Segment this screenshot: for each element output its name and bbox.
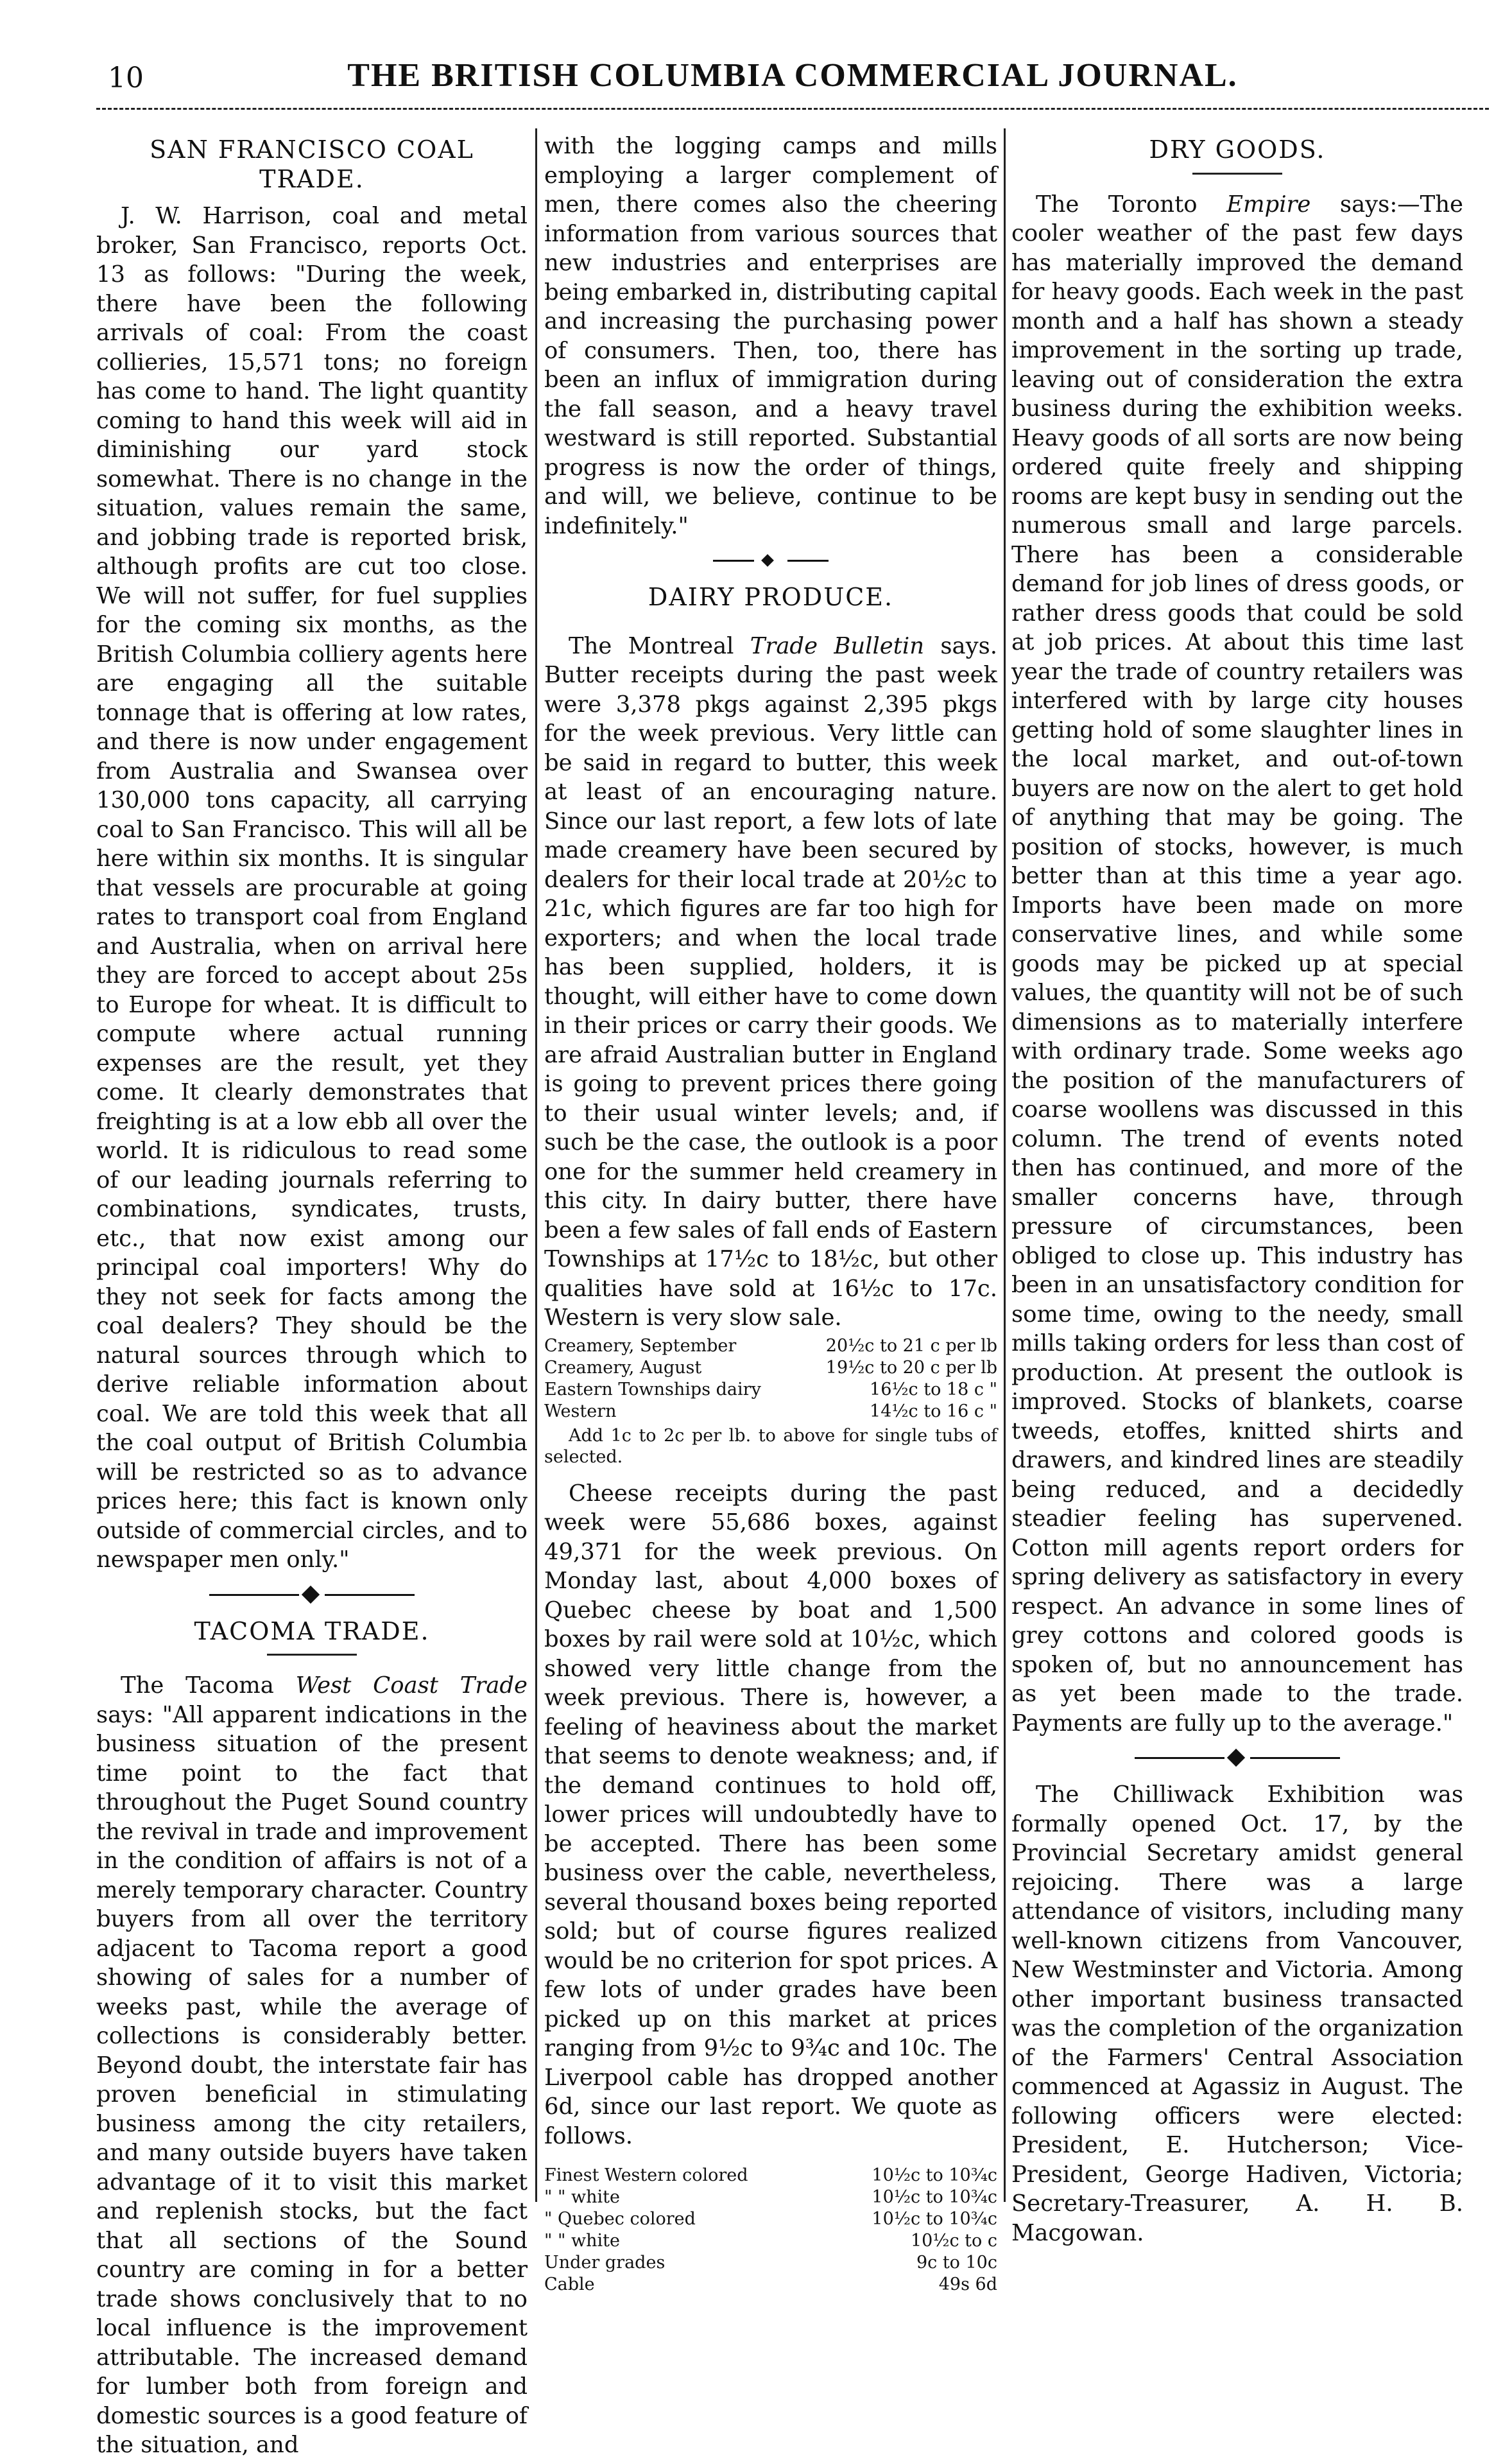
sf-coal-article: J. W. Harrison, coal and metal broker, San Francisco, reports Oct. 13 as follows: "During the week, there have been the following arrivals of coal: From the coast collieries, 15,571 tons; no foreign has come to hand. The light quantity coming to hand this week will aid in diminishing our yard stock somewhat. There is no change in the situation, values remain the same, and jobbing trade is reported brisk, although profits are cut too close. We will not suffer, for fuel supplies for the coming six months, as the British Columbia colliery agents here are engaging all the suitable tonnage that is offering at low rates, and there is now under engagement from Australia and Swansea over 130,000 tons capacity, all carrying coal to San Francisco. This will all be here within six months. It is singular that vessels are procurable at going rates to transport coal from England and Australia, when on arrival here they are forced to accept about 25s to Europe for wheat. It is difficult to compute where actual running expenses are the result, yet they come. It clearly demonstrates that freighting is at a low ebb all over the world. It is ridiculous to read some of our leading journals referring to combinations, syndicates, trusts, etc., that now exist among our principal coal importers! Why do they not seek for facts among the coal dealers? They should be the natural sources through which to derive reliable information about coal. We are told this week that all the coal output of British Columbia will be restricted so as to advance prices here; this fact is known only outside of commercial circles, and to newspaper men only." (96, 203, 528, 1573)
chilliwack-article: The Chilliwack Exhibition was formally opened Oct. 17, by the Provincial Secretary amidst general rejoicing. There was a large attendance of visitors, including many well-known citizens from Vancouver, New Westminster and Victoria. Among other important business transacted was the completion of the organization of the Farmers' Central Association commenced at Agassiz in August. The following officers were elected: President, E. Hutcherson; Vice-President, George Hadiven, Victoria; Secretary-Treasurer, A. H. B. Macgowan. (1011, 1781, 1463, 2246)
table-row: Creamery, August 19½c to 20 c per lb (544, 1357, 997, 1378)
section-ornament (1135, 1748, 1340, 1767)
heading-rule (267, 1654, 357, 1656)
dairy-article: The Montreal Trade Bulletin says. Butter receipts during the past week were 3,378 pkgs against 2,395 pkgs for the week previous. Very little can be said in regard to butter, this week at least of an encouraging nature. Since our last report, a few lots of late made creamery have been secured by dealers for their local trade at 20½c to 21c, which figures are far too high for exporters; and when the local trade has been supplied, holders, it is thought, will either have to come down in their prices or carry their goods. We are afraid Australian butter in England is going to prevent prices there going to their usual winter levels; and, if such be the case, the outlook is a poor one for the summer held creamery in this city. In dairy butter, there have been a few sales of fall ends of Eastern Townships at 17½c to 18½c, but other qualities have sold at 16½c to 17c. Western is very slow sale. (544, 632, 998, 1331)
table-row: " " white 10½c to c (544, 2231, 997, 2251)
dairy-heading: DAIRY PRODUCE. (648, 583, 894, 611)
source-title: Empire (1226, 191, 1311, 218)
sf-coal-heading: SAN FRANCISCO COAL TRADE. (150, 135, 474, 193)
page-number: 10 (108, 62, 144, 94)
column-2 (544, 132, 998, 2294)
heading-rule (1192, 173, 1282, 175)
butter-quotes-table (544, 1335, 997, 1423)
dry-goods-article: The Toronto Empire says:—The cooler weather of the past few days has materially improved the demand for heavy goods. Each week in the past month and a half has shown a steady improvement in the sorting up trade, leaving out of consideration the extra business during the exhibition weeks. Heavy goods of all sorts are now being ordered quite freely and shipping rooms are kept busy in sending out the numerous small and large parcels. There has been a considerable demand for job lines of dress goods, or rather dress goods that could be sold at job prices. At about this time last year the trade of country retailers was interfered with by large city houses getting hold of some slaughter lines in the local market, and out-of-town buyers are now on the alert to get hold of anything that may be going. The position of stocks, however, is much better than at this time a year ago. Imports have been made on more conservative lines, and while some goods may be picked up at special values, the quantity will not be of such dimensions as to materially interfere with ordinary trade. Some weeks ago the position of the manufacturers of coarse woollens was discussed in this column. The trend of events noted then has continued, and more of the smaller concerns have, through pressure of circumstances, been obliged to close up. This industry has been in an unsatisfactory condition for some time, owing to the needy, small mills taking orders for less than cost of production. At present the outlook is improved. Stocks of blankets, coarse tweeds, etoffes, knitted shirts and drawers, and kindred lines are steadily being reduced, and a decidedly steadier feeling has supervened. Cotton mill agents report orders for spring delivery as satisfactory in every respect. An advance in some lines of grey cottons and colored goods is spoken of, but no announcement has as yet been made to the trade. Payments are fully up to the average." (1011, 191, 1463, 1737)
table-row: Eastern Townships dairy 16½c to 18 c " (544, 1379, 997, 1399)
journal-title: THE BRITISH COLUMBIA COMMERCIAL JOURNAL. (347, 57, 1238, 94)
butter-note: Add 1c to 2c per lb. to above for single tubs of selected. (544, 1425, 997, 1467)
table-row: Cable 49s 6d (544, 2274, 997, 2294)
dry-goods-heading: DRY GOODS. (1149, 135, 1326, 164)
section-ornament (209, 1585, 415, 1604)
table-row: " Quebec colored 10½c to 10¾c (544, 2209, 997, 2229)
table-row: Finest Western colored 10½c to 10¾c (544, 2165, 997, 2185)
column-divider (1004, 128, 1006, 2202)
source-title: West Coast Trade (295, 1672, 528, 1699)
tacoma-article: The Tacoma West Coast Trade says: "All apparent indications in the business situation of the present time point to the fact that throughout the Puget Sound country the revival in trade and improvement in the condition of affairs is not of a merely temporary character. Country buyers from all over the territory adjacent to Tacoma report a good showing of sales for a number of weeks past, while the average of collections is considerably better. Beyond doubt, the interstate fair has proven beneficial in stimulating business among the city retailers, and many outside buyers have taken advantage of it to visit this market and replenish stocks, but the fact that all sections of the Sound country are coming in for a better trade shows conclusively that to no local influence is the improvement attributable. The increased demand for lumber both from foreign and domestic sources is a good feature of the situation, and (96, 1672, 528, 2458)
column-divider (535, 128, 537, 2202)
table-row: Creamery, September 20½c to 21 c per lb (544, 1335, 997, 1356)
section-ornament (713, 551, 829, 570)
page-header (96, 56, 1489, 114)
column-1 (96, 132, 528, 2458)
table-row: Western 14½c to 16 c " (544, 1401, 997, 1421)
source-title: Trade Bulletin (750, 632, 925, 659)
header-rule (96, 108, 1489, 110)
tacoma-heading: TACOMA TRADE. (194, 1616, 430, 1645)
cheese-article: Cheese receipts during the past week were 55,686 boxes, against 49,371 for the week previous. On Monday last, about 4,000 boxes of Quebec cheese by boat and 1,500 boxes by rail were sold at 10½c, which showed very little change from the week previous. There is, however, a feeling of heaviness about the market that seems to denote weakness; and, if the demand continues to hold off, lower prices will undoubtedly have to be accepted. There has been some business over the cable, nevertheless, several thousand boxes being reported sold; but of course figures realized would be no criterion for spot prices. A few lots of under grades have been picked up on this market at prices ranging from 9½c to 9¾c and 10c. The Liverpool cable has dropped another 6d, since our last report. We quote as follows. (544, 1480, 997, 2149)
cheese-quotes-table (544, 2165, 997, 2296)
column-3 (1011, 132, 1463, 2246)
table-row: Under grades 9c to 10c (544, 2253, 997, 2273)
tacoma-article-continued: with the logging camps and mills employing a larger complement of men, there comes also the cheering information from various sources that new industries and enterprises are being embarked in, distributing capital and increasing the purchasing power of consumers. Then, too, there has been an influx of immigration during the fall season, and a heavy travel westward is still reported. Substantial progress is now the order of things, and will, we believe, continue to be indefinitely." (544, 133, 997, 539)
table-row: " " white 10½c to 10¾c (544, 2187, 997, 2207)
